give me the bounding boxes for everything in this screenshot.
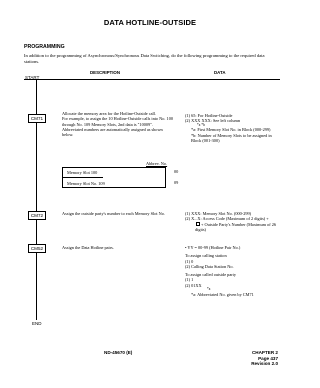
page-footer <box>251 350 278 367</box>
step-box-cm72 <box>28 211 46 220</box>
step-data-cm71: (1) 65: For Hotline-Outside (2) XXX XXX: See left column *a *b *a: First Memory Slot No. in Block (000-299) *b: Number of Memory Slots to be assigned in Block (001-300) <box>185 113 272 143</box>
abbrev-value: 00 <box>174 169 179 174</box>
step-label: CM72 <box>30 213 44 218</box>
memory-slot-table <box>62 167 166 188</box>
page-title: DATA HOTLINE-OUTSIDE <box>103 18 197 27</box>
table-row: Memory Slot No. 109 <box>67 181 105 186</box>
step-description-cm71: Allocate the memory area for the Hotline-Outside call. For example, to assign the 10 Hotline-Outside calls into No. 100 through No. 109 Memory Slots, 2nd data is "10009". Abbreviated numbers are automatically assigned as shown below. <box>62 111 173 138</box>
column-header-description: DESCRIPTION <box>90 70 121 75</box>
header-rule <box>24 79 280 80</box>
page-number: Page 437 <box>258 355 278 361</box>
chapter-label: CHAPTER 2 <box>251 350 278 355</box>
document-id: ND-45670 (E) <box>104 350 133 355</box>
separator-box-icon <box>196 222 200 226</box>
step-description-cm72: Assign the outside party's number to each Memory Slot No. <box>62 211 165 216</box>
intro-paragraph: In addition to the programming of Asynchronous/Synchronous Data Switching, do the following programming to the required data stations. <box>24 53 265 64</box>
step-box-cm71 <box>28 114 46 123</box>
table-row: Memory Slot 100 <box>67 170 98 175</box>
step-label: CM52 <box>30 246 44 251</box>
table-divider <box>63 177 103 178</box>
step-label: CM71 <box>30 116 44 121</box>
column-header-data: DATA <box>214 70 226 75</box>
revision-label: Revision 2.0 <box>251 361 278 367</box>
step-box-cm52 <box>28 244 46 253</box>
abbrev-header: Abbrev. No. <box>146 161 168 166</box>
section-heading: PROGRAMMING <box>24 44 65 50</box>
step-description-cm52: Assign the Data Hotline pairs. <box>62 245 114 250</box>
step-data-cm72: (1) XXX: Memory Slot No. (000-299) (2) X...X: Access Code (Maximum of 2 digits) + + Outside Party's Number (Maximum of 26 digits) <box>185 211 277 232</box>
flow-start-label: START <box>25 75 40 80</box>
abbrev-value: 09 <box>174 180 179 185</box>
step-data-cm52: • YY = 00-99 (Hotline Pair No.) To assign calling station (1) 0 (2) Calling Data Station No. To assign called outside party (1) 1 (2) 01XX *a *a: Abbreviated No. given by CM71 <box>185 245 254 297</box>
flow-end-label: END <box>32 321 42 326</box>
